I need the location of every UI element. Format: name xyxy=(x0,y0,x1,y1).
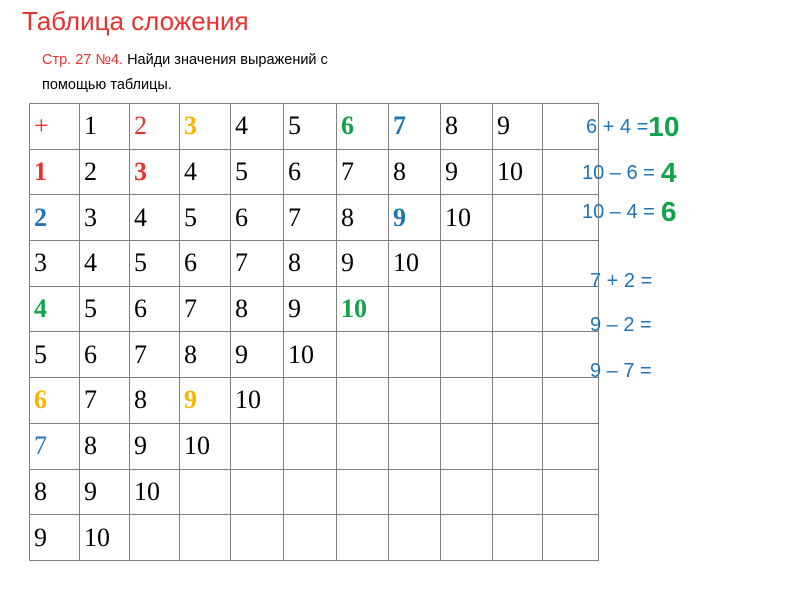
table-row xyxy=(30,149,599,195)
task-instruction xyxy=(42,48,392,98)
table-cell: 4 xyxy=(180,149,231,195)
table-cell xyxy=(493,515,543,561)
table-cell xyxy=(284,423,337,469)
table-cell: 10 xyxy=(231,378,284,424)
equation-6 xyxy=(590,360,658,383)
table-cell xyxy=(543,378,599,424)
page-title: Таблица сложения xyxy=(22,6,249,36)
table-cell xyxy=(337,332,389,378)
equation-answer: 10 xyxy=(648,111,680,142)
table-row xyxy=(30,241,599,287)
table-row xyxy=(30,378,599,424)
table-cell: 10 xyxy=(493,149,543,195)
table-row xyxy=(30,332,599,378)
table-row xyxy=(30,515,599,561)
table-row xyxy=(30,286,599,332)
table-cell: 5 xyxy=(80,286,130,332)
table-cell: 8 xyxy=(30,469,80,515)
addition-table xyxy=(29,103,599,561)
table-cell xyxy=(180,469,231,515)
table-cell xyxy=(441,241,493,287)
table-cell: 7 xyxy=(284,195,337,241)
table-cell: 8 xyxy=(80,423,130,469)
equation-expression: 6 + 4 = xyxy=(586,115,649,138)
table-cell: 5 xyxy=(231,149,284,195)
table-cell: 7 xyxy=(130,332,180,378)
table-cell xyxy=(337,515,389,561)
table-cell: 9 xyxy=(130,423,180,469)
table-cell: 8 xyxy=(389,149,441,195)
table-cell: 5 xyxy=(30,332,80,378)
table-cell: 9 xyxy=(30,515,80,561)
table-cell: 2 xyxy=(80,149,130,195)
table-cell xyxy=(284,469,337,515)
table-cell xyxy=(493,286,543,332)
equation-answer: 4 xyxy=(660,157,677,188)
equation-3 xyxy=(582,196,676,228)
table-cell: 9 xyxy=(389,195,441,241)
table-cell xyxy=(389,378,441,424)
table-cell: 6 xyxy=(130,286,180,332)
table-cell: 8 xyxy=(231,286,284,332)
table-cell: 1 xyxy=(80,104,130,150)
table-cell: 7 xyxy=(180,286,231,332)
table-cell: 3 xyxy=(180,104,231,150)
table-cell: 9 xyxy=(493,104,543,150)
table-cell: 7 xyxy=(231,241,284,287)
table-cell xyxy=(543,423,599,469)
table-cell: 10 xyxy=(441,195,493,241)
equation-expression: 10 – 6 = xyxy=(582,161,655,184)
equation-expression: 9 – 7 = xyxy=(590,360,652,382)
table-cell: 9 xyxy=(80,469,130,515)
equation-2 xyxy=(582,157,676,189)
table-header-row xyxy=(30,104,599,150)
table-cell xyxy=(389,469,441,515)
table-cell xyxy=(493,241,543,287)
table-cell xyxy=(543,515,599,561)
table-cell: + xyxy=(30,104,80,150)
table-cell: 8 xyxy=(130,378,180,424)
table-cell: 6 xyxy=(30,378,80,424)
equation-1 xyxy=(586,111,679,143)
table-cell xyxy=(441,332,493,378)
equation-5 xyxy=(590,314,658,337)
table-cell: 4 xyxy=(80,241,130,287)
table-cell xyxy=(231,515,284,561)
table-cell xyxy=(284,515,337,561)
table-cell: 5 xyxy=(130,241,180,287)
table-cell: 6 xyxy=(284,149,337,195)
table-cell: 5 xyxy=(180,195,231,241)
table-cell xyxy=(130,515,180,561)
table-cell: 9 xyxy=(180,378,231,424)
table-cell: 6 xyxy=(180,241,231,287)
table-cell: 8 xyxy=(441,104,493,150)
table-cell: 7 xyxy=(389,104,441,150)
task-reference: Стр. 27 №4. xyxy=(42,52,124,68)
table-cell: 6 xyxy=(231,195,284,241)
table-cell xyxy=(441,515,493,561)
table-row xyxy=(30,423,599,469)
table-cell xyxy=(180,515,231,561)
table-cell: 2 xyxy=(30,195,80,241)
table-cell xyxy=(441,286,493,332)
equation-expression: 9 – 2 = xyxy=(590,314,652,336)
table-cell xyxy=(389,332,441,378)
table-cell: 10 xyxy=(130,469,180,515)
table-cell: 8 xyxy=(337,195,389,241)
table-cell xyxy=(231,423,284,469)
table-cell: 4 xyxy=(231,104,284,150)
table-cell xyxy=(493,469,543,515)
table-row xyxy=(30,195,599,241)
table-cell: 8 xyxy=(284,241,337,287)
table-cell xyxy=(493,195,543,241)
table-cell: 10 xyxy=(80,515,130,561)
table-cell: 4 xyxy=(130,195,180,241)
table-cell: 10 xyxy=(337,286,389,332)
table-cell: 9 xyxy=(284,286,337,332)
table-cell xyxy=(284,378,337,424)
table-cell: 9 xyxy=(231,332,284,378)
table-cell xyxy=(337,469,389,515)
equation-expression: 10 – 4 = xyxy=(582,200,655,223)
table-cell: 7 xyxy=(30,423,80,469)
table-cell: 9 xyxy=(441,149,493,195)
table-cell xyxy=(493,423,543,469)
table-cell: 8 xyxy=(180,332,231,378)
table-cell: 3 xyxy=(80,195,130,241)
table-cell xyxy=(337,423,389,469)
table-cell xyxy=(543,469,599,515)
table-cell xyxy=(441,469,493,515)
table-cell: 3 xyxy=(30,241,80,287)
equation-answer: 6 xyxy=(660,196,677,227)
table-cell xyxy=(441,378,493,424)
table-cell xyxy=(493,332,543,378)
table-cell xyxy=(389,286,441,332)
equation-4 xyxy=(590,270,658,293)
table-cell: 10 xyxy=(284,332,337,378)
table-cell: 10 xyxy=(389,241,441,287)
table-cell xyxy=(389,515,441,561)
table-row xyxy=(30,469,599,515)
table-cell xyxy=(389,423,441,469)
table-cell: 3 xyxy=(130,149,180,195)
table-cell: 10 xyxy=(180,423,231,469)
table-cell: 2 xyxy=(130,104,180,150)
task-text: Найди значения выражений с помощью таблицы. xyxy=(42,52,328,93)
table-cell: 7 xyxy=(80,378,130,424)
table-cell xyxy=(441,423,493,469)
table-cell: 7 xyxy=(337,149,389,195)
table-cell: 5 xyxy=(284,104,337,150)
table-cell: 6 xyxy=(337,104,389,150)
table-cell xyxy=(231,469,284,515)
table-cell: 1 xyxy=(30,149,80,195)
table-cell: 6 xyxy=(80,332,130,378)
table-cell: 9 xyxy=(337,241,389,287)
table-cell xyxy=(493,378,543,424)
table-cell xyxy=(337,378,389,424)
table-cell: 4 xyxy=(30,286,80,332)
equation-expression: 7 + 2 = xyxy=(590,270,653,292)
